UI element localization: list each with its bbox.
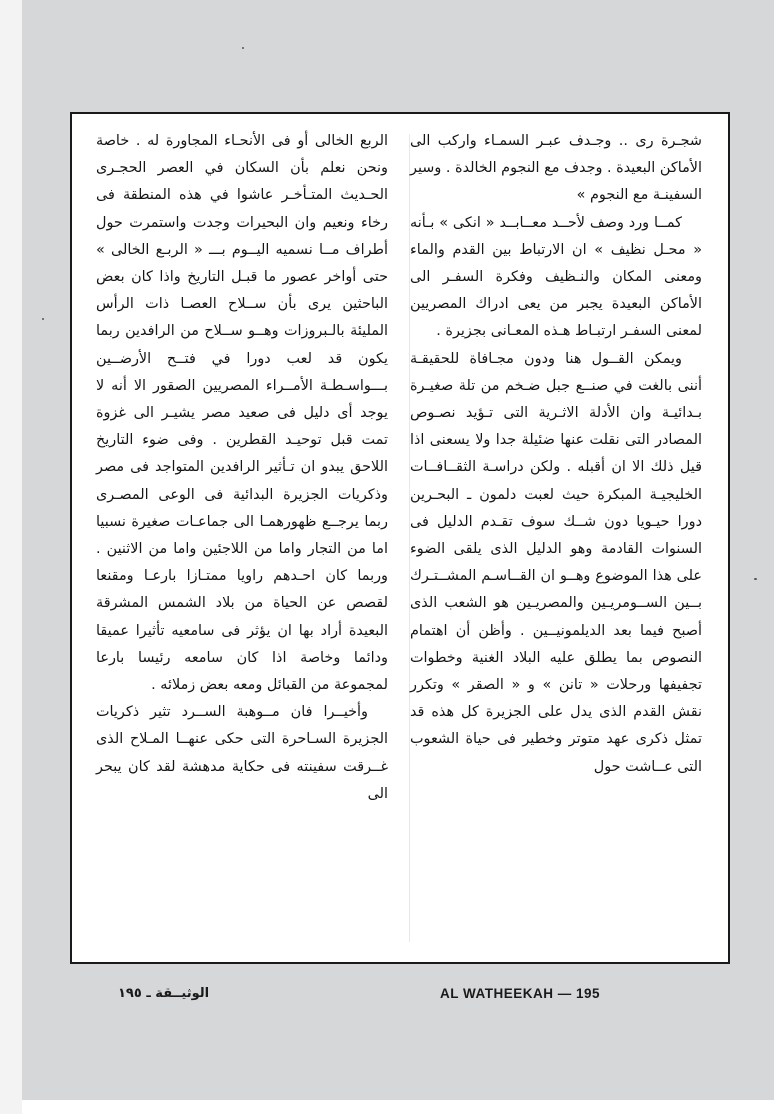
paragraph: الربع الخالى أو فى الأنحـاء المجاورة له . خاصة ونحن نعلم بأن السكان في العصر الحجـرى الحـديث المتـأخـر عاشوا في هذه المنطقة فى رخاء ونعيم وان البحيرات وجدت واستمرت حول أطراف مــا نسميه اليــوم بـــ « الربـع الخالى » حتى أواخر عصور ما قبـل التاريخ واذا كان بعض الباحثين يرى بأن ســلاح العصـا ذات الرأس المليئة بالـبروزات وهــو ســلاح من الرافدين ربما يكون قد لعب دورا في فتــح الأرضــين بـــواسـطـة الأمــراء المصريين الصقور الا أنه لا يوجد أى دليل فى صعيد مصر يشيـر الى غزوة تمت قبل توحيـد القطرين . وفى ضوء التاريخ اللاحق يبدو ان تـأثير الرافدين المتواجد فى مصر وذكريات الجزيرة البدائية فى الوعى المصـرى ربما يرجــع ظهورهمـا الى جماعـات صغيرة نسبيا اما من التجار واما من اللاجئين واما من الاثنين . وربما كان احـدهم راويا ممتـازا بارعـا ومقنعا لقصص عن الحياة من بلاد الشمس المشرقة البعيدة أراد بها ان يؤثر فى سامعيه تأثيرا عميقا ودائما وخاصة اذا كان سامعه رئيسا بارعا لمجموعة من القبائل ومعه بعض زملائه . — [96, 133, 388, 694]
paragraph: ويمكن القــول هنا ودون مجـافاة للحقيقـة أننى بالغت في صنــع جبل ضـخم من تلة صغيـرة بـدائيـة وان الأدلة الاثـرية التى تـؤيد نصـوص المصادر التى نقلت عنها ضئيلة جدا ولا يسعنى اذا قيل ذلك الا ان أقبله . ولكن دراسـة الثقــافــات الخليجيـة المبكرة حيث لعبت دلمون ـ البحـرين دورا حيـويا دون شــك سوف تقـدم الدليل فى السنوات القادمة وهو الدليل الذى يلقى الضوء على هذا الموضوع وهــو ان القــاسـم المشــتـرك بــين الســومريـين والمصريـين هو الشعب الذى أصبح فيما بعد الديلمونيــين . وأظن أن اهتمام النصوص بما يطلق عليه البلاد الغنية وخطوات تجفيفها ورحلات « تانن » و « الصقر » وتكرر نقش القدم الذى يدل على الجزيرة كل هذه قد تمثل ذكرى عهد متوتر وخطير فى حياة الشعوب التى عــاشت حول — [410, 350, 702, 775]
paragraph: كمــا ورد وصف لأحــد معــابــد « انكى » بـأنه « محـل نظيف » ان الارتباط بين القدم والماء ومعنى المكان والنـظيف وفكرة السفـر الى الأماكن البعيدة يجبر من يعى ادراك المصريين لمعنى السفـر ارتبـاط هـذه المعـانى بجزيرة . — [410, 214, 702, 340]
right-column — [410, 128, 702, 781]
arabic-page-folio: الوثيــقة ـ ١٩٥ — [118, 986, 210, 1001]
paragraph: وأخيــرا فان مــوهبة الســرد تثير ذكريات الجزيرة السـاحرة التى حكى عنهــا المـلاح الذى غــرقت سفينته فى حكاية مدهشة لقد كان يبحر الى — [96, 704, 388, 802]
scan-speck — [754, 578, 757, 580]
english-page-folio: AL WATHEEKAH — 195 — [440, 986, 601, 1001]
paragraph: شجـرة رى .. وجـدف عبـر السمـاء واركب الى الأماكن البعيدة . وجدف مع النجوم الخالدة . وسير السفينـة مع النجوم » — [410, 133, 702, 204]
article-frame — [70, 112, 730, 964]
scan-margin — [0, 0, 22, 1114]
scan-speck — [42, 318, 44, 320]
scan-speck — [242, 47, 244, 49]
left-column — [96, 128, 388, 808]
